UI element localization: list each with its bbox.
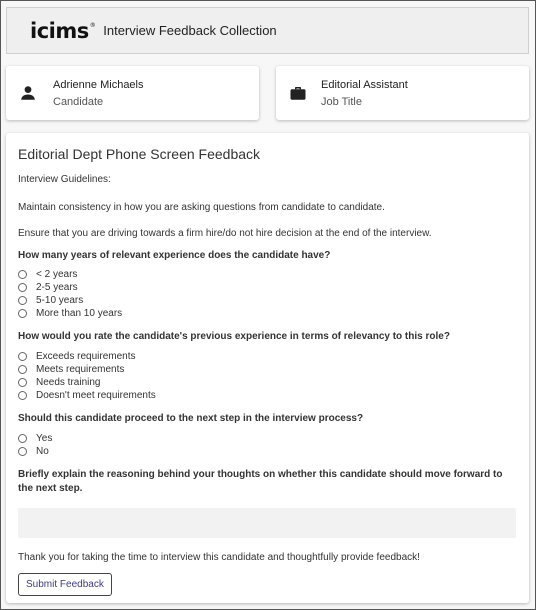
logo-mark: ®: [89, 21, 96, 29]
radio-option[interactable]: [18, 363, 517, 376]
radio-button[interactable]: [18, 391, 27, 400]
submit-feedback-button[interactable]: Submit Feedback: [18, 573, 112, 596]
radio-option[interactable]: [18, 294, 517, 307]
radio-option[interactable]: [18, 281, 517, 294]
guideline-1: Maintain consistency in how you are asking questions from candidate to candidate.: [18, 202, 385, 213]
job-title: Editorial Assistant: [321, 78, 408, 91]
radio-button[interactable]: [18, 447, 27, 456]
candidate-name: Adrienne Michaels: [53, 78, 144, 91]
icims-logo: [30, 19, 95, 43]
logo-text: icims: [30, 18, 89, 43]
question-experience-relevancy: [18, 330, 517, 402]
job-card: [276, 66, 529, 120]
question-text: Should this candidate proceed to the next step in the interview process?: [18, 413, 364, 424]
radio-button[interactable]: [18, 378, 27, 387]
radio-button[interactable]: [18, 365, 27, 374]
option-label: Doesn't meet requirements: [36, 390, 156, 401]
person-icon: [19, 84, 37, 102]
radio-button[interactable]: [18, 270, 27, 279]
radio-option[interactable]: [18, 307, 517, 320]
thank-you-text: Thank you for taking the time to interview this candidate and thoughtfully provide feedback!: [18, 552, 420, 563]
radio-button[interactable]: [18, 352, 27, 361]
option-label: More than 10 years: [36, 308, 123, 319]
radio-option[interactable]: [18, 432, 517, 445]
option-label: Meets requirements: [36, 364, 125, 375]
form-title: Editorial Dept Phone Screen Feedback: [18, 146, 261, 162]
radio-option[interactable]: [18, 268, 517, 281]
open-question-text: Briefly explain the reasoning behind your thoughts on whether this candidate should move forward to the next step.: [18, 469, 503, 494]
guideline-2: Ensure that you are driving towards a firm hire/do not hire decision at the end of the interview.: [18, 228, 432, 239]
question-experience-years: [18, 249, 517, 320]
briefcase-icon: [289, 84, 307, 102]
radio-button[interactable]: [18, 309, 27, 318]
reasoning-textarea[interactable]: [18, 508, 516, 538]
option-label: 5-10 years: [36, 295, 84, 306]
radio-button[interactable]: [18, 296, 27, 305]
option-label: Yes: [36, 433, 53, 444]
app-title: Interview Feedback Collection: [103, 23, 277, 38]
candidate-label: Candidate: [53, 95, 104, 108]
radio-option[interactable]: [18, 389, 517, 402]
radio-button[interactable]: [18, 283, 27, 292]
radio-option[interactable]: [18, 376, 517, 389]
radio-option[interactable]: [18, 445, 517, 458]
question-text: How would you rate the candidate's previous experience in terms of relevancy to this role?: [18, 331, 450, 342]
option-label: Exceeds requirements: [36, 351, 136, 362]
feedback-form: [6, 133, 529, 603]
candidate-card: [6, 66, 259, 120]
option-label: Needs training: [36, 377, 101, 388]
option-label: No: [36, 446, 49, 457]
guidelines-label: Interview Guidelines:: [18, 174, 111, 185]
job-title-label: Job Title: [321, 95, 362, 108]
option-label: 2-5 years: [36, 282, 78, 293]
app-header: [6, 7, 529, 54]
radio-button[interactable]: [18, 434, 27, 443]
option-label: < 2 years: [36, 269, 78, 280]
radio-option[interactable]: [18, 350, 517, 363]
question-proceed: [18, 412, 517, 458]
question-text: How many years of relevant experience does the candidate have?: [18, 250, 331, 261]
